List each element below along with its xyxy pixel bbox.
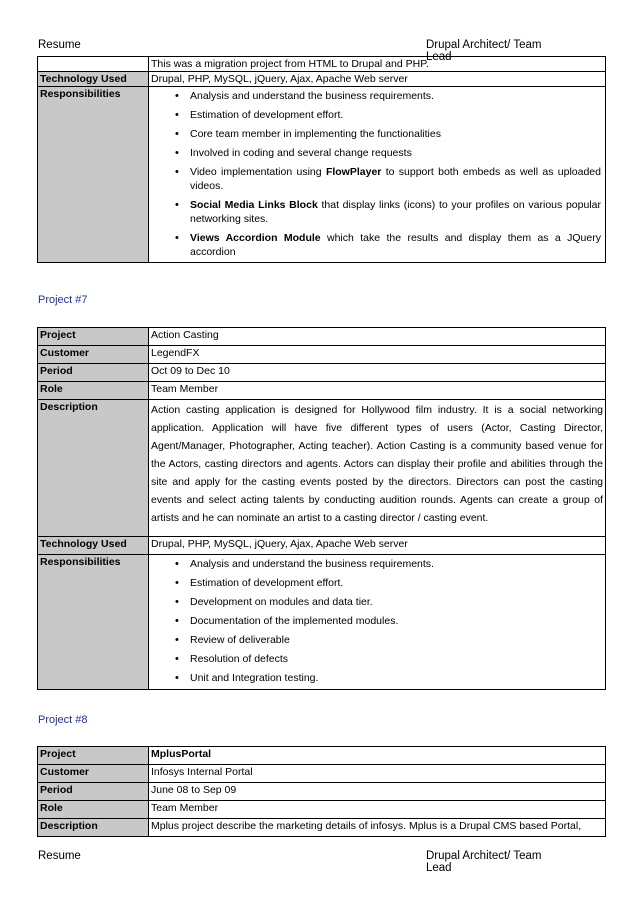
resp-cell xyxy=(149,87,606,263)
list-item: • Video implementation using FlowPlayer to support both embeds as well as uploaded videos. xyxy=(190,163,601,196)
tech-label: Technology Used xyxy=(38,537,149,555)
list-item: • Views Accordion Module which take the results and display them as a JQuery accordion xyxy=(190,229,601,262)
continued-project-table xyxy=(37,56,606,263)
row-label: Project xyxy=(38,747,149,765)
footer-right: Drupal Architect/ Team Lead xyxy=(426,850,542,874)
project8-table xyxy=(37,746,606,837)
project7-heading: Project #7 xyxy=(38,294,88,306)
tech-value: Drupal, PHP, MySQL, jQuery, Ajax, Apache Web server xyxy=(149,72,606,87)
list-item: • Analysis and understand the business requirements. xyxy=(190,555,601,574)
header-right: Drupal Architect/ Team Lead xyxy=(426,39,542,63)
desc-label: Description xyxy=(38,400,149,537)
list-item: • Review of deliverable xyxy=(190,631,601,650)
row-label: Period xyxy=(38,364,149,382)
responsibility-list xyxy=(151,555,603,688)
row-value: MplusPortal xyxy=(149,747,606,765)
header-left: Resume xyxy=(38,39,81,51)
row-label: Role xyxy=(38,382,149,400)
row-label: Customer xyxy=(38,346,149,364)
list-item: • Social Media Links Block that display links (icons) to your profiles on various popular networking sites. xyxy=(190,196,601,229)
list-item: • Estimation of development effort. xyxy=(190,574,601,593)
desc-value: Action casting application is designed for Hollywood film industry. It is a social networking application. Application will have five different types of users (Actor, Casting Director, Agent/Manager, Photographer, Acting teacher). Action Casting is a community based venue for the Actors, casting directors and agents. Actors can display their profile and abilities through the site and apply for the casting events posted by the directors. Directors can post the casting events and select acting talents by conducting audition rounds. Agents can create a group of artists and he can nominate an artist to a casting director / casting event. xyxy=(149,400,606,537)
resp-label: Responsibilities xyxy=(38,555,149,690)
row-label: Role xyxy=(38,801,149,819)
list-item: • Development on modules and data tier. xyxy=(190,593,601,612)
list-item: • Estimation of development effort. xyxy=(190,106,601,125)
row-label: Project xyxy=(38,328,149,346)
row-value: Team Member xyxy=(149,382,606,400)
list-item: • Unit and Integration testing. xyxy=(190,669,601,688)
row-label: Period xyxy=(38,783,149,801)
tech-value: Drupal, PHP, MySQL, jQuery, Ajax, Apache Web server xyxy=(149,537,606,555)
row-value: June 08 to Sep 09 xyxy=(149,783,606,801)
empty-cell xyxy=(38,57,149,72)
intro-cell: This was a migration project from HTML to Drupal and PHP. xyxy=(149,57,606,72)
resp-cell xyxy=(149,555,606,690)
footer-left: Resume xyxy=(38,850,81,862)
row-label: Customer xyxy=(38,765,149,783)
row-value: LegendFX xyxy=(149,346,606,364)
row-value: Oct 09 to Dec 10 xyxy=(149,364,606,382)
tech-label: Technology Used xyxy=(38,72,149,87)
list-item: • Core team member in implementing the functionalities xyxy=(190,125,601,144)
list-item: • Involved in coding and several change requests xyxy=(190,144,601,163)
list-item: • Documentation of the implemented modules. xyxy=(190,612,601,631)
row-value: Team Member xyxy=(149,801,606,819)
row-value: Mplus project describe the marketing details of infosys. Mplus is a Drupal CMS based Portal, xyxy=(149,819,606,837)
list-item: • Analysis and understand the business requirements. xyxy=(190,87,601,106)
project8-heading: Project #8 xyxy=(38,714,88,726)
list-item: • Resolution of defects xyxy=(190,650,601,669)
row-label: Description xyxy=(38,819,149,837)
responsibility-list xyxy=(151,87,603,262)
row-value: Infosys Internal Portal xyxy=(149,765,606,783)
project7-table xyxy=(37,327,606,690)
resp-label: Responsibilities xyxy=(38,87,149,263)
row-value: Action Casting xyxy=(149,328,606,346)
